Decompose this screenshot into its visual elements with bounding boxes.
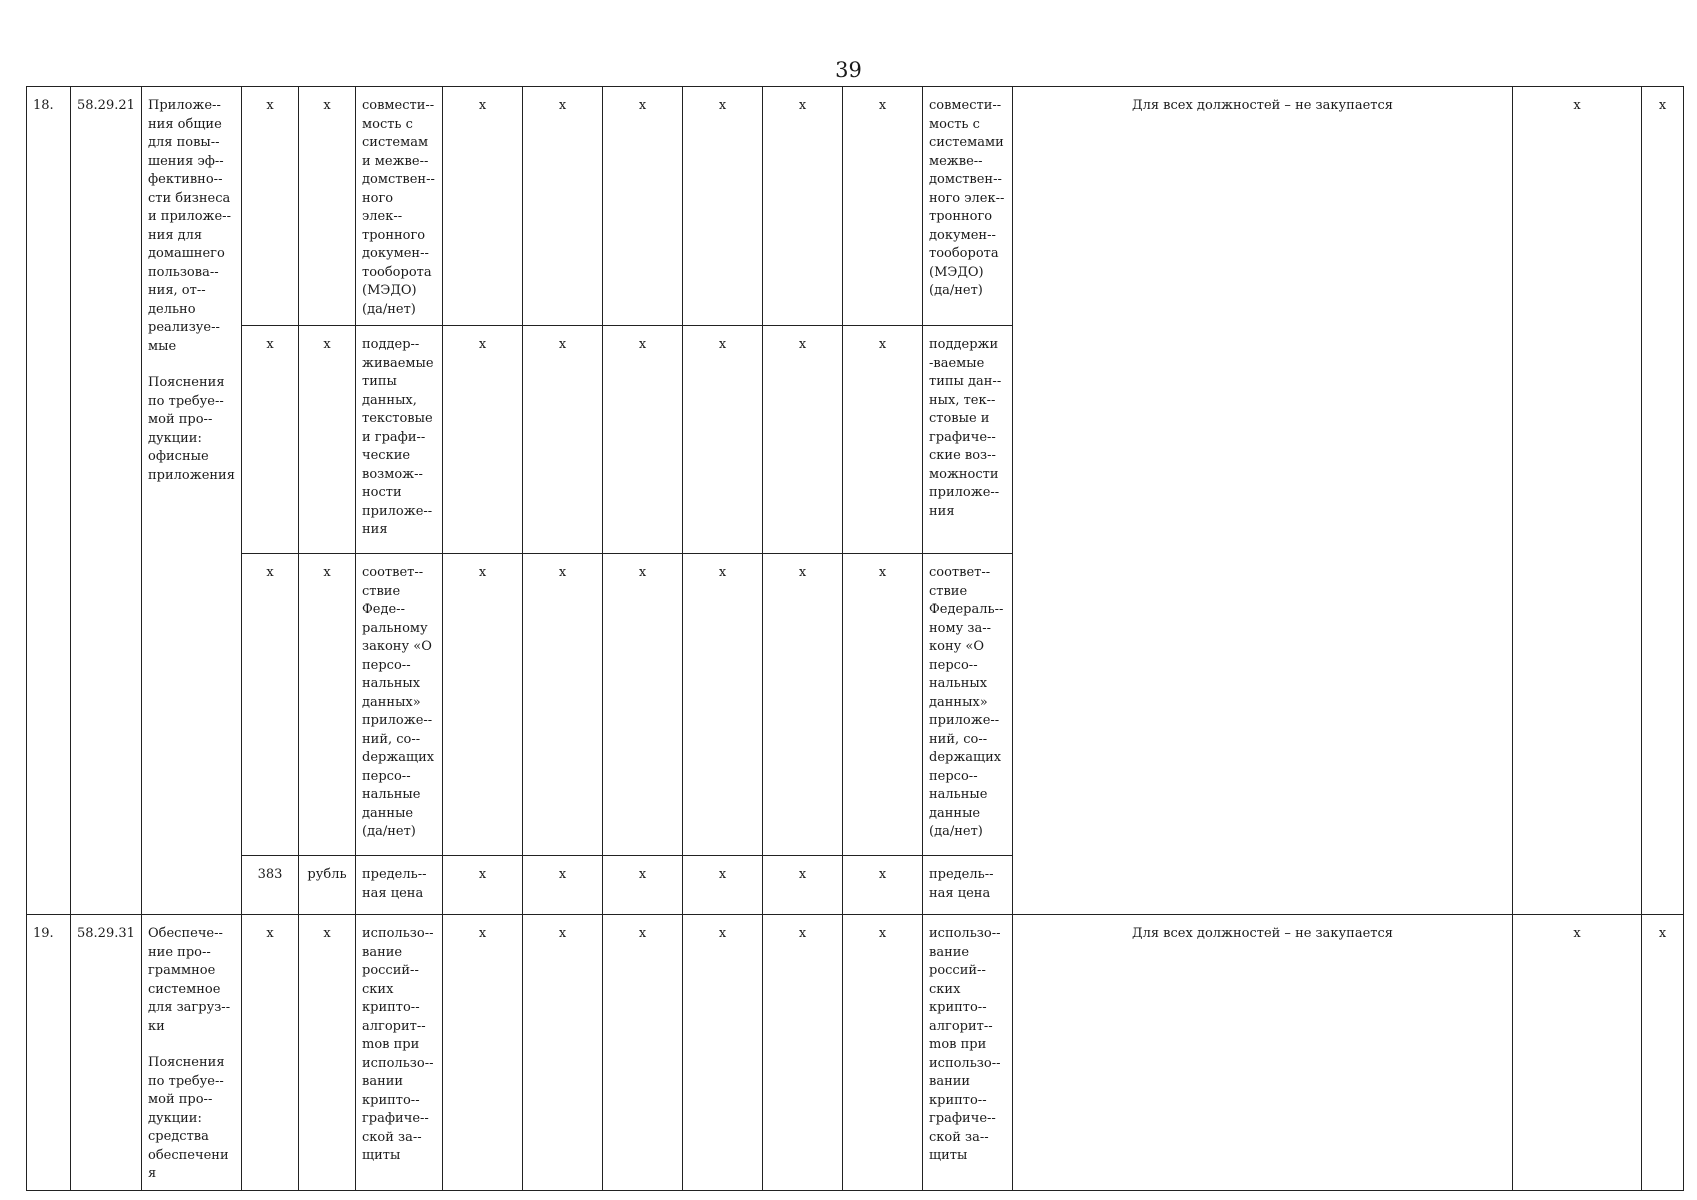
characteristic-authority: предель-ная цена <box>923 856 1013 915</box>
value-cell: x <box>603 87 683 326</box>
positions-note: Для всех должностей – не закупается <box>1013 87 1513 915</box>
value-cell: x <box>763 856 843 915</box>
value-cell: x <box>1513 87 1642 915</box>
value-cell: x <box>763 915 843 1191</box>
value-cell: x <box>683 856 763 915</box>
value-cell: x <box>683 915 763 1191</box>
table-row <box>27 87 1684 326</box>
value-cell: x <box>443 856 523 915</box>
row-number: 19. <box>27 915 71 1191</box>
characteristic-authority: использо-вание россий-ских крипто-алгорит-mов при использо-вании крипто-графиче-ской за-щиты <box>923 915 1013 1191</box>
value-cell: x <box>443 87 523 326</box>
okpd-code: 58.29.31 <box>71 915 142 1191</box>
value-cell: x <box>683 326 763 554</box>
value-cell: x <box>523 87 603 326</box>
unit-name: x <box>299 87 356 326</box>
unit-name: рубль <box>299 856 356 915</box>
okei-code: x <box>242 554 299 856</box>
value-cell: x <box>1642 87 1684 915</box>
okpd-code: 58.29.21 <box>71 87 142 915</box>
value-cell: x <box>683 87 763 326</box>
value-cell: x <box>683 554 763 856</box>
product-name: Обеспече-ние про-граммное системное для загруз-ки <box>148 926 231 1034</box>
unit-name: x <box>299 326 356 554</box>
okei-code: x <box>242 87 299 326</box>
characteristic: предель-ная цена <box>356 856 443 915</box>
characteristic-authority: поддержи-ваемые типы дан-ных, тек-стовые и графиче-ские воз-можности приложе-ния <box>923 326 1013 554</box>
value-cell: x <box>443 915 523 1191</box>
row-number: 18. <box>27 87 71 915</box>
unit-name: x <box>299 915 356 1191</box>
value-cell: x <box>763 87 843 326</box>
product-name-cell <box>142 87 242 915</box>
characteristic: использо-вание россий-ских крипто-алгорит-mов при использо-вании крипто-графиче-ской за-щиты <box>356 915 443 1191</box>
value-cell: x <box>523 915 603 1191</box>
characteristic: соответ-ствие Феде-ральному закону «О персо-нальных данных» приложе-ний, со-dержащих персо-нальные данные (да/нет) <box>356 554 443 856</box>
positions-note: Для всех должностей – не закупается <box>1013 915 1513 1191</box>
value-cell: x <box>1642 915 1684 1191</box>
value-cell: x <box>843 915 923 1191</box>
product-note: Пояснения по требуе-мой про-дукции: офисные приложения <box>148 375 235 483</box>
product-name: Приложе-ния общие для повы-шения эф-фективно-сти бизнеса и приложе-ния для домашнего пользова-ния, от-дельно реализуе-мые <box>148 98 231 354</box>
value-cell: x <box>603 326 683 554</box>
okei-code: x <box>242 326 299 554</box>
page-number: 39 <box>835 58 862 82</box>
okei-code: 383 <box>242 856 299 915</box>
value-cell: x <box>523 856 603 915</box>
characteristic: поддер-живаемые типы данных, текстовые и графи-ческие возмож-ности приложе-ния <box>356 326 443 554</box>
product-name-cell <box>142 915 242 1191</box>
characteristic: совмести-мость с системами межве-домствен-ного элек-тронного докумен-тооборота (МЭДО) (да/нет) <box>356 87 443 326</box>
characteristic-authority: соответ-ствие Федераль-ному за-кону «О персо-нальных данных» приложе-ний, со-dержащих персо-нальные данные (да/нет) <box>923 554 1013 856</box>
value-cell: x <box>603 915 683 1191</box>
value-cell: x <box>603 856 683 915</box>
product-note: Пояснения по требуе-мой про-дукции: средства обеспечения <box>148 1055 229 1181</box>
value-cell: x <box>603 554 683 856</box>
table-row <box>27 915 1684 1191</box>
okei-code: x <box>242 915 299 1191</box>
unit-name: x <box>299 554 356 856</box>
value-cell: x <box>843 554 923 856</box>
value-cell: x <box>763 554 843 856</box>
value-cell: x <box>763 326 843 554</box>
value-cell: x <box>443 326 523 554</box>
value-cell: x <box>843 326 923 554</box>
value-cell: x <box>523 554 603 856</box>
requirements-table <box>26 86 1684 1191</box>
value-cell: x <box>523 326 603 554</box>
value-cell: x <box>1513 915 1642 1191</box>
value-cell: x <box>843 87 923 326</box>
value-cell: x <box>843 856 923 915</box>
value-cell: x <box>443 554 523 856</box>
characteristic-authority: совмести-мость с системами межве-домствен-ного элек-тронного докумен-тооборота (МЭДО) (да/нет) <box>923 87 1013 326</box>
